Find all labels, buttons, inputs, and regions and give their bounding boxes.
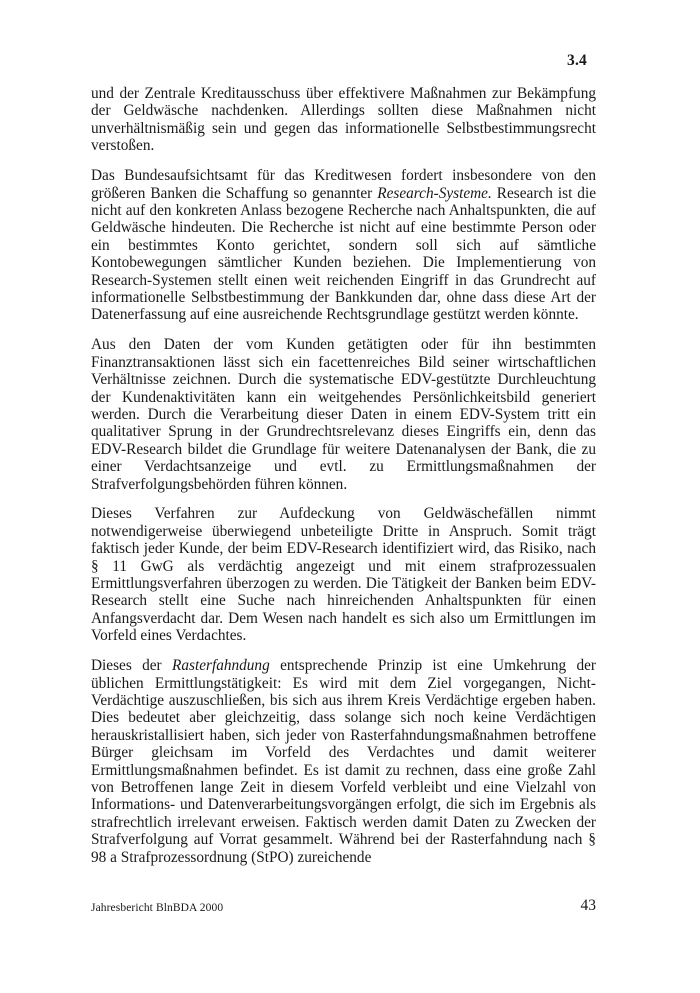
text-run: Research ist die nicht auf den konkreten Anlass bezogene Recherche nach Anhaltspunkten, die auf Geldwäsche hindeuten. Die Recherche ist nicht auf eine bestimmte Person oder ein bestimmtes Konto gerichtet, sondern soll sich auf sämtliche Kontobewegungen sämtlicher Kunden beziehen. Die Implementierung von Research-Systemen stellt einen weit reichenden Eingriff in das Grundrecht auf informationelle Selbstbestimmung der Bankkunden dar, ohne dass diese Art der Datenerfassung auf eine ausreichende Rechtsgrundlage gestützt werden könnte. xyxy=(91,184,596,324)
text-run: Das Bundesaufsichtsamt für das Kreditwesen fordert insbesondere von den größeren Banken die Schaffung so genannter xyxy=(91,167,596,202)
section-number: 3.4 xyxy=(567,52,587,69)
body-text xyxy=(91,85,596,879)
text-run: Dieses der xyxy=(91,657,172,675)
emphasized-term: Rasterfahndung xyxy=(172,657,270,675)
paragraph xyxy=(91,167,596,324)
paragraph xyxy=(91,505,596,644)
emphasized-term: Research-Systeme. xyxy=(377,184,492,202)
text-run: Dieses Verfahren zur Aufdeckung von Geldwäschefällen nimmt notwendigerweise überwiegend unbeteiligte Dritte in Anspruch. Somit trägt faktisch jeder Kunde, der beim EDV-Research identifiziert wird, das Risiko, nach § 11 GwG als verdächtig angezeigt und mit einem strafprozessualen Ermittlungsverfahren überzogen zu werden. Die Tätigkeit der Banken beim EDV-Research stellt eine Suche nach hinreichenden Anhaltspunkten für einen Anfangsverdacht dar. Dem Wesen nach handelt es sich also um Ermittlungen im Vorfeld eines Verdachtes. xyxy=(91,505,596,645)
page-number: 43 xyxy=(580,897,596,914)
paragraph xyxy=(91,336,596,493)
text-run: entsprechende Prinzip ist eine Umkehrung der üblichen Ermittlungstätigkeit: Es wird mit dem Ziel vorgegangen, Nicht-Verdächtige auszuschließen, bis sich aus ihrem Kreis Verdächtige ergeben haben. Dies bedeutet aber gleichzeitig, dass solange sich noch keine Verdächtigen herauskristallisiert haben, sich jeder von Rasterfahndungsmaßnahmen betroffene Bürger gleichsam im Vorfeld des Verdachtes und damit weiterer Ermittlungsmaßnahmen befindet. Es ist damit zu rechnen, dass eine große Zahl von Betroffenen lange Zeit in diesem Vorfeld verbleibt und eine Vielzahl von Informations- und Datenverarbeitungsvorgängen erfolgt, die sich im Ergebnis als strafrechtlich irrelevant erweisen. Faktisch werden damit Daten zu Zwecken der Strafverfolgung auf Vorrat gesammelt. Während bei der Rasterfahndung nach § 98 a Strafprozessordnung (StPO) zureichende xyxy=(91,657,596,866)
text-run: und der Zentrale Kreditausschuss über effektivere Maßnahmen zur Bekämpfung der Geldwäsche nachdenken. Allerdings sollten diese Maßnahmen nicht unverhältnismäßig sein und gegen das informationelle Selbstbestimmungsrecht verstoßen. xyxy=(91,85,596,155)
paragraph xyxy=(91,657,596,866)
footer-publication: Jahresbericht BlnBDA 2000 xyxy=(91,902,224,914)
paragraph xyxy=(91,85,596,155)
text-run: Aus den Daten der vom Kunden getätigten oder für ihn bestimmten Finanztransaktionen lässt sich ein facettenreiches Bild seiner wirtschaftlichen Verhältnisse zeichnen. Durch die systematische EDV-gestützte Durchleuchtung der Kundenaktivitäten kann ein weitgehendes Persönlichkeitsbild generiert werden. Durch die Verarbeitung dieser Daten in einem EDV-System tritt ein qualitativer Sprung in der Grundrechtsrelevanz dieses Eingriffs ein, denn das EDV-Research bildet die Grundlage für weitere Datenanalysen der Bank, die zu einer Verdachtsanzeige und evtl. zu Ermittlungsmaßnahmen der Strafverfolgungsbehörden führen können. xyxy=(91,336,596,493)
